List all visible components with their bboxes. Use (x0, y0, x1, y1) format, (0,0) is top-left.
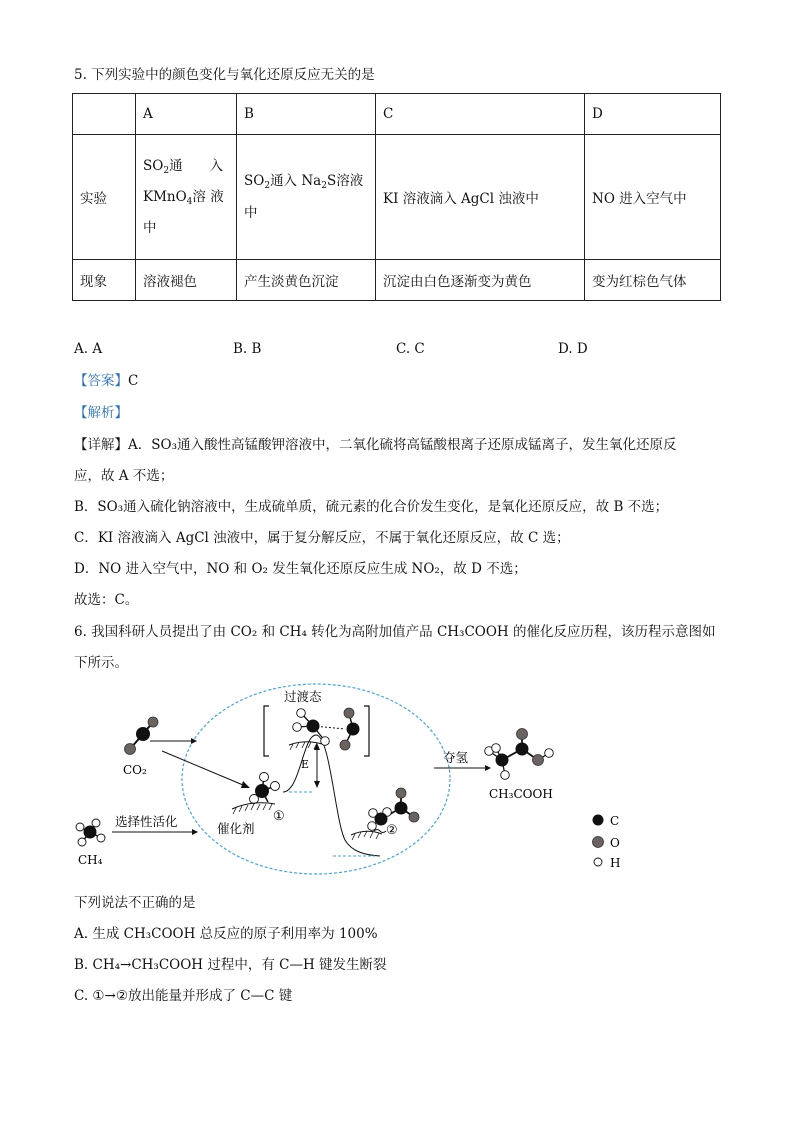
detail-line-4: C．KI 溶液滴入 AgCl 浊液中，属于复分解反应，不属于氧化还原反应，故 C 选； (74, 530, 570, 546)
option-b: B. B (233, 341, 262, 357)
detail-line-5: D．NO 进入空气中，NO 和 O₂ 发生氧化还原反应生成 NO₂，故 D 不选； (74, 561, 527, 577)
detail-line-2: 应，故 A 不选； (74, 468, 174, 484)
option-d: D. D (558, 341, 588, 357)
legend-o: O (610, 836, 620, 850)
header-cell: C (376, 94, 585, 135)
detail-line-6: 故选：C。 (74, 592, 139, 608)
q5-stem: 5. 下列实验中的颜色变化与氧化还原反应无关的是 (74, 67, 375, 83)
co2-label: CO₂ (123, 763, 147, 777)
row-label: 实验 (73, 135, 136, 260)
q6-sub-stem: 下列说法不正确的是 (74, 895, 196, 911)
header-cell: B (237, 94, 376, 135)
q6-option-b: B. CH₄→CH₃COOH 过程中，有 C—H 键发生断裂 (74, 957, 387, 973)
step-2-label: ② (386, 823, 398, 838)
q6-option-c: C. ①→②放出能量并形成了 C—C 键 (74, 988, 293, 1004)
obs-cell: 变为红棕色气体 (585, 260, 721, 301)
energy-curve (283, 735, 380, 856)
analysis-tag: 【解析】 (74, 405, 128, 421)
reaction-zone-ellipse (182, 684, 450, 874)
option-a: A. A (74, 341, 103, 357)
detail-line-1: 【详解】A．SO₃通入酸性高锰酸钾溶液中，二氧化硫将高锰酸根离子还原成锰离子，发生氧化还原反 (74, 437, 677, 453)
obs-cell: 溶液褪色 (136, 260, 237, 301)
intermediate-1 (250, 773, 280, 804)
detail-tag: 【详解】 (74, 437, 128, 453)
header-cell: A (136, 94, 237, 135)
catalyst-label: 催化剂 (217, 821, 255, 836)
ch4-molecule (76, 819, 105, 846)
transition-state-molecule (293, 708, 360, 750)
product-label: CH₃COOH (489, 787, 553, 801)
step-1-label: ① (273, 809, 285, 824)
dehydrogenation-label: 夺氢 (443, 750, 469, 765)
energy-e-label: E (301, 758, 310, 771)
obs-cell: 沉淀由白色逐渐变为黄色 (376, 260, 585, 301)
q6-stem-line-2: 下所示。 (74, 655, 128, 671)
exp-cell-a: $SO_2$通 入 KMnO$_4$溶 液 中 (136, 135, 237, 260)
acetic-acid-molecule (485, 729, 554, 780)
header-cell: D (585, 94, 721, 135)
selective-activation-label: 选择性活化 (115, 814, 178, 829)
answer-value: C (128, 373, 139, 389)
option-c: C. C (396, 341, 425, 357)
legend-c: C (610, 814, 620, 828)
detail-line-3: B．SO₃通入硫化钠溶液中，生成硫单质，硫元素的化合价发生变化，是氧化还原反应，故 B 不选； (74, 499, 669, 515)
exp-cell-b: $SO_2$通入 $Na_2S$溶液 中 (237, 135, 376, 260)
q6-stem-line-1: 6. 我国科研人员提出了由 CO₂ 和 CH₄ 转化为高附加值产品 CH₃COOH 的催化反应历程，该历程示意图如 (74, 624, 716, 640)
ch4-label: CH₄ (78, 853, 103, 867)
exp-cell-d: NO 进入空气中 (585, 135, 721, 260)
legend (593, 814, 621, 870)
exp-cell-c: KI 溶液滴入 AgCl 浊液中 (376, 135, 585, 260)
answer-tag: 【答案】 (74, 373, 128, 389)
legend-h: H (610, 856, 621, 870)
row-label: 现象 (73, 260, 136, 301)
q6-option-a: A. 生成 CH₃COOH 总反应的原子利用率为 100% (74, 926, 378, 942)
obs-cell: 产生淡黄色沉淀 (237, 260, 376, 301)
co2-molecule (125, 717, 159, 755)
transition-state-label: 过渡态 (284, 689, 322, 704)
